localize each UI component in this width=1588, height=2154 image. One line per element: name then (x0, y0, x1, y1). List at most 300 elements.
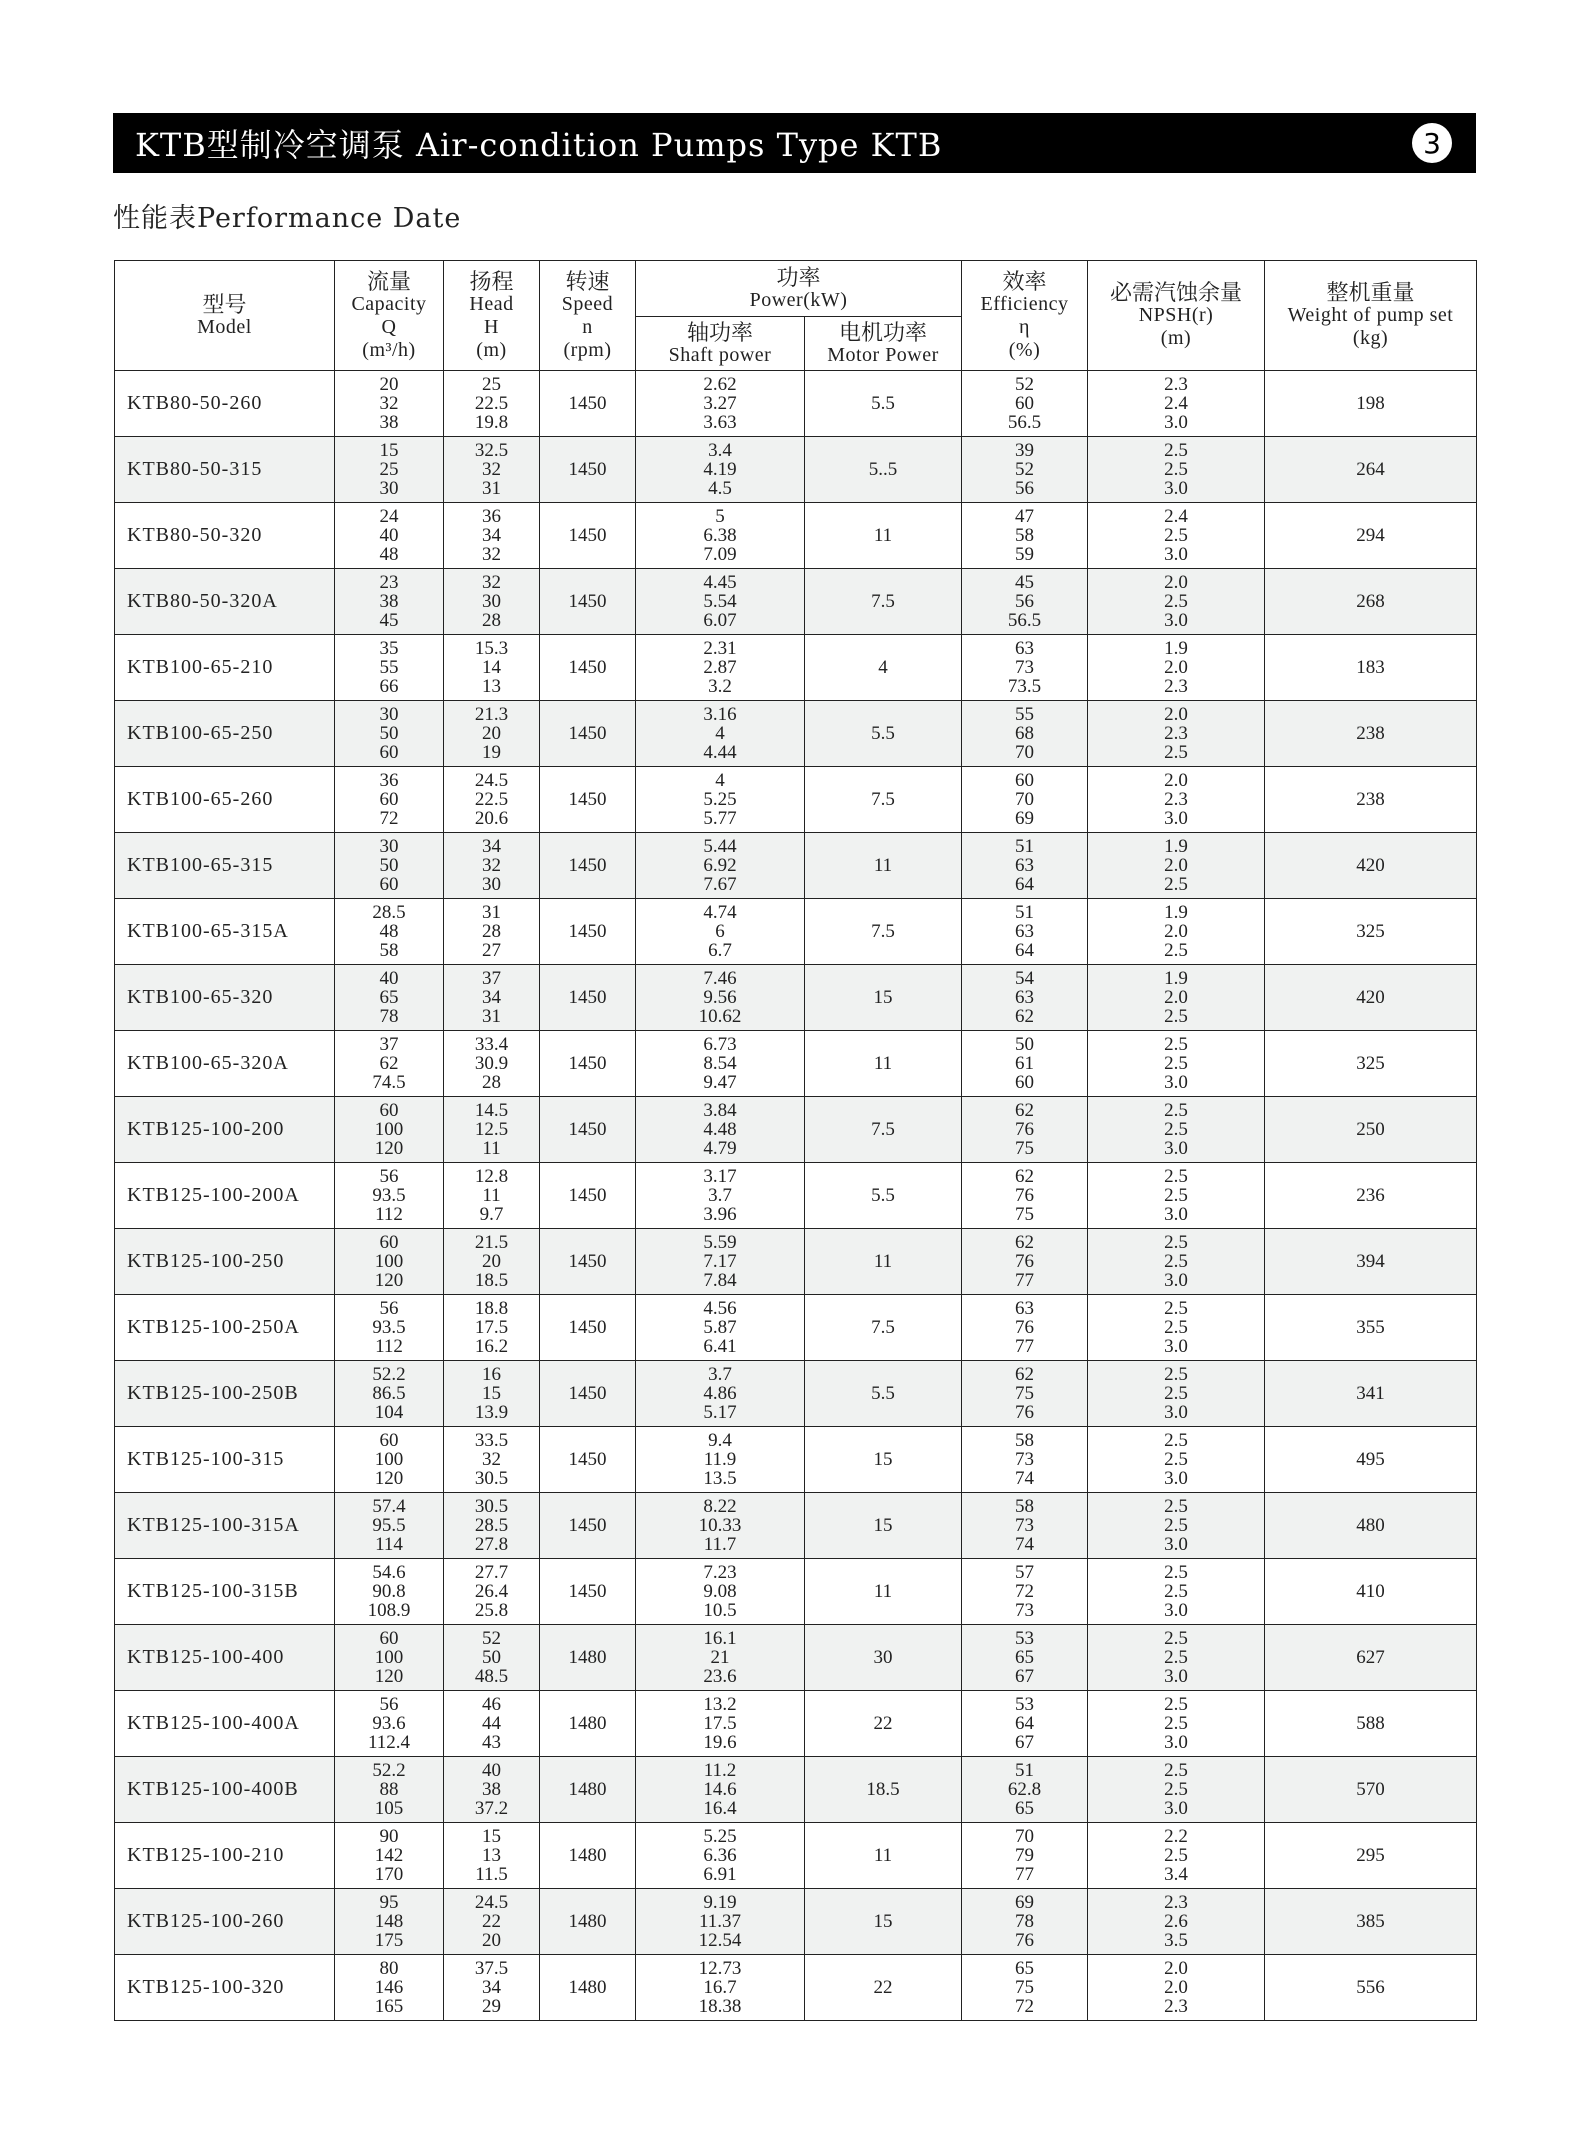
cell-value: 11.7 (703, 1534, 737, 1555)
weight-cell: 238 (1265, 701, 1477, 767)
npsh-cell (1088, 1955, 1265, 2021)
cell-value: 48 (379, 544, 399, 565)
capacity-cell (335, 1955, 444, 2021)
npsh-cell (1088, 767, 1265, 833)
cell-value: 3.4 (1164, 1864, 1188, 1885)
capacity-cell (335, 1031, 444, 1097)
cell-value: 25 (482, 374, 501, 395)
weight-cell: 355 (1265, 1295, 1477, 1361)
cell-value: 24.5 (474, 770, 509, 791)
cell-value: 37.5 (474, 1958, 509, 1979)
cell-value: 63 (1015, 987, 1034, 1008)
cell-value: 3.0 (1164, 1534, 1188, 1555)
speed-cell: 1450 (540, 833, 636, 899)
head-cell (444, 1427, 540, 1493)
speed-cell: 1450 (540, 1559, 636, 1625)
cell-value: 51 (1015, 836, 1034, 857)
cell-value: 50 (482, 1647, 501, 1668)
cell-value: 37.2 (474, 1798, 509, 1819)
capacity-cell (335, 1625, 444, 1691)
header-speed: 转速 Speed n (rpm) (540, 261, 636, 371)
speed-cell: 1480 (540, 1625, 636, 1691)
shaft-power-cell (636, 1361, 805, 1427)
cell-value: 3.7 (708, 1364, 732, 1385)
cell-value: 2.5 (1164, 1845, 1188, 1866)
cell-value: 8.54 (703, 1053, 737, 1074)
head-cell (444, 701, 540, 767)
cell-value: 70 (1015, 742, 1034, 763)
efficiency-cell (962, 1361, 1088, 1427)
cell-value: 75 (1015, 1204, 1034, 1225)
shaft-power-cell (636, 1823, 805, 1889)
shaft-power-cell (636, 767, 805, 833)
speed-cell: 1480 (540, 1889, 636, 1955)
cell-value: 28.5 (474, 1515, 509, 1536)
npsh-cell (1088, 1559, 1265, 1625)
weight-cell: 420 (1265, 965, 1477, 1031)
cell-value: 100 (374, 1647, 404, 1668)
cell-value: 3.0 (1164, 808, 1188, 829)
motor-power-cell: 5.5 (805, 371, 962, 437)
weight-cell: 480 (1265, 1493, 1477, 1559)
cell-value: 7.84 (703, 1270, 737, 1291)
cell-value: 4.86 (703, 1383, 737, 1404)
capacity-cell (335, 1427, 444, 1493)
cell-value: 28 (482, 1072, 501, 1093)
table-row (115, 899, 1477, 965)
cell-value: 66 (379, 676, 399, 697)
cell-value: 62 (379, 1053, 399, 1074)
cell-value: 12.5 (474, 1119, 509, 1140)
cell-value: 120 (374, 1666, 404, 1687)
npsh-cell (1088, 635, 1265, 701)
shaft-power-cell (636, 1625, 805, 1691)
cell-value: 56.5 (1007, 412, 1042, 433)
cell-value: 56 (379, 1694, 399, 1715)
table-row (115, 1757, 1477, 1823)
head-cell (444, 1295, 540, 1361)
npsh-cell (1088, 1691, 1265, 1757)
efficiency-cell (962, 1625, 1088, 1691)
motor-power-cell: 11 (805, 1559, 962, 1625)
efficiency-cell (962, 1559, 1088, 1625)
speed-cell: 1450 (540, 569, 636, 635)
cell-value: 63 (1015, 1298, 1034, 1319)
cell-value: 2.5 (1164, 1694, 1188, 1715)
cell-value: 6.36 (703, 1845, 737, 1866)
cell-value: 60 (1015, 1072, 1034, 1093)
efficiency-cell (962, 1295, 1088, 1361)
npsh-cell (1088, 1031, 1265, 1097)
cell-value: 1.9 (1164, 638, 1188, 659)
cell-value: 4.74 (703, 902, 737, 923)
cell-value: 6.38 (703, 525, 737, 546)
head-cell (444, 1559, 540, 1625)
cell-value: 3.96 (703, 1204, 737, 1225)
cell-value: 30 (379, 478, 399, 499)
head-cell (444, 1361, 540, 1427)
cell-value: 38 (482, 1779, 501, 1800)
capacity-cell (335, 371, 444, 437)
efficiency-cell (962, 1493, 1088, 1559)
efficiency-cell (962, 1889, 1088, 1955)
cell-value: 74.5 (372, 1072, 406, 1093)
cell-value: 13.2 (703, 1694, 737, 1715)
cell-value: 2.5 (1164, 459, 1188, 480)
motor-power-cell: 7.5 (805, 767, 962, 833)
speed-cell: 1450 (540, 1361, 636, 1427)
cell-value: 5.44 (703, 836, 737, 857)
weight-cell: 268 (1265, 569, 1477, 635)
model-cell: KTB125-100-250A (115, 1295, 335, 1361)
cell-value: 15.3 (474, 638, 509, 659)
cell-value: 3.0 (1164, 1600, 1188, 1621)
speed-cell: 1450 (540, 371, 636, 437)
shaft-power-cell (636, 437, 805, 503)
model-cell: KTB125-100-200 (115, 1097, 335, 1163)
table-row (115, 1955, 1477, 2021)
efficiency-cell (962, 371, 1088, 437)
capacity-cell (335, 1691, 444, 1757)
speed-cell: 1450 (540, 503, 636, 569)
model-cell: KTB125-100-315B (115, 1559, 335, 1625)
table-row (115, 1163, 1477, 1229)
cell-value: 7.17 (703, 1251, 737, 1272)
shaft-power-cell (636, 371, 805, 437)
cell-value: 2.0 (1164, 657, 1188, 678)
table-row (115, 1823, 1477, 1889)
cell-value: 2.0 (1164, 855, 1188, 876)
title-banner (113, 113, 1476, 173)
cell-value: 9.19 (703, 1892, 737, 1913)
efficiency-cell (962, 1823, 1088, 1889)
cell-value: 105 (374, 1798, 404, 1819)
cell-value: 1.9 (1164, 836, 1188, 857)
efficiency-cell (962, 1691, 1088, 1757)
weight-cell: 236 (1265, 1163, 1477, 1229)
motor-power-cell: 5.5 (805, 1163, 962, 1229)
cell-value: 170 (374, 1864, 404, 1885)
shaft-power-cell (636, 701, 805, 767)
cell-value: 30 (482, 591, 501, 612)
cell-value: 95 (379, 1892, 399, 1913)
cell-value: 59 (1015, 544, 1034, 565)
table-row (115, 1031, 1477, 1097)
cell-value: 58 (1015, 1430, 1034, 1451)
cell-value: 62.8 (1007, 1779, 1042, 1800)
cell-value: 90.8 (372, 1581, 406, 1602)
efficiency-cell (962, 1229, 1088, 1295)
capacity-cell (335, 1757, 444, 1823)
cell-value: 56 (1015, 478, 1034, 499)
model-cell: KTB125-100-320 (115, 1955, 335, 2021)
shaft-power-cell (636, 1889, 805, 1955)
head-cell (444, 503, 540, 569)
cell-value: 19 (482, 742, 501, 763)
cell-value: 2.5 (1164, 1166, 1188, 1187)
cell-value: 3.2 (708, 676, 732, 697)
efficiency-cell (962, 767, 1088, 833)
weight-cell: 294 (1265, 503, 1477, 569)
capacity-cell (335, 899, 444, 965)
npsh-cell (1088, 1889, 1265, 1955)
npsh-cell (1088, 1493, 1265, 1559)
weight-cell: 183 (1265, 635, 1477, 701)
efficiency-cell (962, 569, 1088, 635)
cell-value: 15 (482, 1826, 501, 1847)
cell-value: 32.5 (474, 440, 509, 461)
weight-cell: 394 (1265, 1229, 1477, 1295)
table-row (115, 569, 1477, 635)
cell-value: 11 (482, 1185, 501, 1206)
cell-value: 70 (1015, 1826, 1034, 1847)
cell-value: 3.0 (1164, 412, 1188, 433)
speed-cell: 1450 (540, 899, 636, 965)
cell-value: 56 (379, 1298, 399, 1319)
cell-value: 35 (379, 638, 399, 659)
weight-cell: 198 (1265, 371, 1477, 437)
head-cell (444, 371, 540, 437)
cell-value: 25 (379, 459, 399, 480)
cell-value: 112.4 (367, 1732, 411, 1753)
cell-value: 2.5 (1164, 1449, 1188, 1470)
cell-value: 62 (1015, 1100, 1034, 1121)
cell-value: 56 (1015, 591, 1034, 612)
efficiency-cell (962, 1955, 1088, 2021)
speed-cell: 1450 (540, 1493, 636, 1559)
capacity-cell (335, 701, 444, 767)
model-cell: KTB80-50-320A (115, 569, 335, 635)
capacity-cell (335, 1559, 444, 1625)
cell-value: 3.0 (1164, 544, 1188, 565)
shaft-power-cell (636, 1295, 805, 1361)
cell-value: 53 (1015, 1628, 1034, 1649)
cell-value: 10.62 (698, 1006, 742, 1027)
cell-value: 22.5 (474, 789, 509, 810)
cell-value: 24.5 (474, 1892, 509, 1913)
cell-value: 50 (379, 723, 399, 744)
cell-value: 11.5 (475, 1864, 508, 1885)
cell-value: 72 (1015, 1996, 1034, 2017)
cell-value: 19.8 (474, 412, 509, 433)
cell-value: 27 (482, 940, 501, 961)
motor-power-cell: 4 (805, 635, 962, 701)
model-cell: KTB125-100-400 (115, 1625, 335, 1691)
cell-value: 30.9 (474, 1053, 509, 1074)
cell-value: 3.0 (1164, 1402, 1188, 1423)
shaft-power-cell (636, 635, 805, 701)
cell-value: 2.5 (1164, 1185, 1188, 1206)
npsh-cell (1088, 899, 1265, 965)
cell-value: 95.5 (372, 1515, 406, 1536)
head-cell (444, 965, 540, 1031)
cell-value: 45 (379, 610, 399, 631)
cell-value: 31 (482, 478, 501, 499)
table-row (115, 1559, 1477, 1625)
cell-value: 2.5 (1164, 1430, 1188, 1451)
weight-cell: 325 (1265, 899, 1477, 965)
cell-value: 30 (379, 836, 399, 857)
cell-value: 77 (1015, 1270, 1034, 1291)
model-cell: KTB125-100-250B (115, 1361, 335, 1427)
cell-value: 5.59 (703, 1232, 737, 1253)
header-power: 功率 Power(kW) (636, 261, 962, 317)
npsh-cell (1088, 1229, 1265, 1295)
cell-value: 69 (1015, 808, 1034, 829)
weight-cell: 588 (1265, 1691, 1477, 1757)
cell-value: 32 (482, 544, 501, 565)
shaft-power-cell (636, 1427, 805, 1493)
cell-value: 24 (379, 506, 399, 527)
speed-cell: 1450 (540, 1163, 636, 1229)
motor-power-cell: 11 (805, 833, 962, 899)
page-title: KTB型制冷空调泵 Air-condition Pumps Type KTB (135, 126, 943, 164)
cell-value: 2.5 (1164, 1232, 1188, 1253)
table-row (115, 1889, 1477, 1955)
cell-value: 3.0 (1164, 1270, 1188, 1291)
cell-value: 32 (482, 1449, 501, 1470)
cell-value: 12.8 (474, 1166, 509, 1187)
cell-value: 28 (482, 921, 501, 942)
cell-value: 65 (379, 987, 399, 1008)
cell-value: 11 (482, 1138, 501, 1159)
cell-value: 38 (379, 412, 399, 433)
header-shaft-power: 轴功率 Shaft power (636, 317, 805, 371)
table-row (115, 1229, 1477, 1295)
cell-value: 50 (379, 855, 399, 876)
speed-cell: 1450 (540, 1427, 636, 1493)
cell-value: 2.5 (1164, 1317, 1188, 1338)
cell-value: 77 (1015, 1864, 1034, 1885)
cell-value: 3.17 (703, 1166, 737, 1187)
cell-value: 23 (379, 572, 399, 593)
cell-value: 3.0 (1164, 1732, 1188, 1753)
cell-value: 73 (1015, 657, 1034, 678)
cell-value: 3.7 (708, 1185, 732, 1206)
npsh-cell (1088, 1823, 1265, 1889)
cell-value: 2.5 (1164, 440, 1188, 461)
weight-cell: 556 (1265, 1955, 1477, 2021)
weight-cell: 495 (1265, 1427, 1477, 1493)
efficiency-cell (962, 1031, 1088, 1097)
cell-value: 2.3 (1164, 1892, 1188, 1913)
cell-value: 72 (379, 808, 399, 829)
cell-value: 114 (375, 1534, 403, 1555)
cell-value: 38 (379, 591, 399, 612)
cell-value: 4.56 (703, 1298, 737, 1319)
cell-value: 73 (1015, 1449, 1034, 1470)
cell-value: 3.0 (1164, 1336, 1188, 1357)
shaft-power-cell (636, 1757, 805, 1823)
cell-value: 33.4 (474, 1034, 509, 1055)
cell-value: 2.0 (1164, 572, 1188, 593)
cell-value: 10.33 (698, 1515, 742, 1536)
cell-value: 16.4 (703, 1798, 737, 1819)
speed-cell: 1480 (540, 1823, 636, 1889)
cell-value: 62 (1015, 1364, 1034, 1385)
speed-cell: 1450 (540, 767, 636, 833)
cell-value: 32 (482, 572, 501, 593)
cell-value: 2.0 (1164, 1977, 1188, 1998)
cell-value: 6 (715, 921, 725, 942)
model-cell: KTB100-65-315 (115, 833, 335, 899)
cell-value: 40 (379, 968, 399, 989)
model-cell: KTB80-50-320 (115, 503, 335, 569)
cell-value: 3.63 (703, 412, 737, 433)
header-motor-power: 电机功率 Motor Power (805, 317, 962, 371)
cell-value: 63 (1015, 638, 1034, 659)
cell-value: 112 (375, 1336, 403, 1357)
cell-value: 14.6 (703, 1779, 737, 1800)
cell-value: 76 (1015, 1930, 1034, 1951)
npsh-cell (1088, 1097, 1265, 1163)
cell-value: 76 (1015, 1119, 1034, 1140)
cell-value: 5.25 (703, 789, 737, 810)
cell-value: 16.7 (703, 1977, 737, 1998)
cell-value: 34 (482, 987, 501, 1008)
header-npsh: 必需汽蚀余量 NPSH(r) (m) (1088, 261, 1265, 371)
cell-value: 112 (375, 1204, 403, 1225)
cell-value: 3.84 (703, 1100, 737, 1121)
capacity-cell (335, 1493, 444, 1559)
motor-power-cell: 30 (805, 1625, 962, 1691)
shaft-power-cell (636, 1097, 805, 1163)
cell-value: 13.9 (474, 1402, 509, 1423)
cell-value: 67 (1015, 1732, 1034, 1753)
capacity-cell (335, 437, 444, 503)
cell-value: 5.87 (703, 1317, 737, 1338)
table-row (115, 1493, 1477, 1559)
cell-value: 2.2 (1164, 1826, 1188, 1847)
cell-value: 76 (1015, 1251, 1034, 1272)
cell-value: 2.5 (1164, 1383, 1188, 1404)
npsh-cell (1088, 833, 1265, 899)
cell-value: 8.22 (703, 1496, 737, 1517)
model-cell: KTB100-65-320A (115, 1031, 335, 1097)
cell-value: 30.5 (474, 1496, 509, 1517)
motor-power-cell: 15 (805, 1427, 962, 1493)
cell-value: 7.09 (703, 544, 737, 565)
cell-value: 2.5 (1164, 1053, 1188, 1074)
head-cell (444, 1229, 540, 1295)
cell-value: 17.5 (474, 1317, 509, 1338)
cell-value: 13.5 (703, 1468, 737, 1489)
cell-value: 31 (482, 1006, 501, 1027)
cell-value: 51 (1015, 1760, 1034, 1781)
capacity-cell (335, 1889, 444, 1955)
cell-value: 93.5 (372, 1185, 406, 1206)
cell-value: 25.8 (474, 1600, 509, 1621)
cell-value: 57.4 (372, 1496, 406, 1517)
cell-value: 165 (374, 1996, 404, 2017)
cell-value: 60 (379, 1232, 399, 1253)
cell-value: 76 (1015, 1317, 1034, 1338)
cell-value: 40 (482, 1760, 501, 1781)
cell-value: 2.5 (1164, 1251, 1188, 1272)
cell-value: 75 (1015, 1383, 1034, 1404)
cell-value: 4.19 (703, 459, 737, 480)
model-cell: KTB100-65-315A (115, 899, 335, 965)
cell-value: 20.6 (474, 808, 509, 829)
head-cell (444, 899, 540, 965)
cell-value: 21.5 (474, 1232, 509, 1253)
cell-value: 18.5 (474, 1270, 509, 1291)
cell-value: 6.41 (703, 1336, 737, 1357)
cell-value: 2.5 (1164, 1760, 1188, 1781)
cell-value: 2.87 (703, 657, 737, 678)
cell-value: 68 (1015, 723, 1034, 744)
cell-value: 9.47 (703, 1072, 737, 1093)
